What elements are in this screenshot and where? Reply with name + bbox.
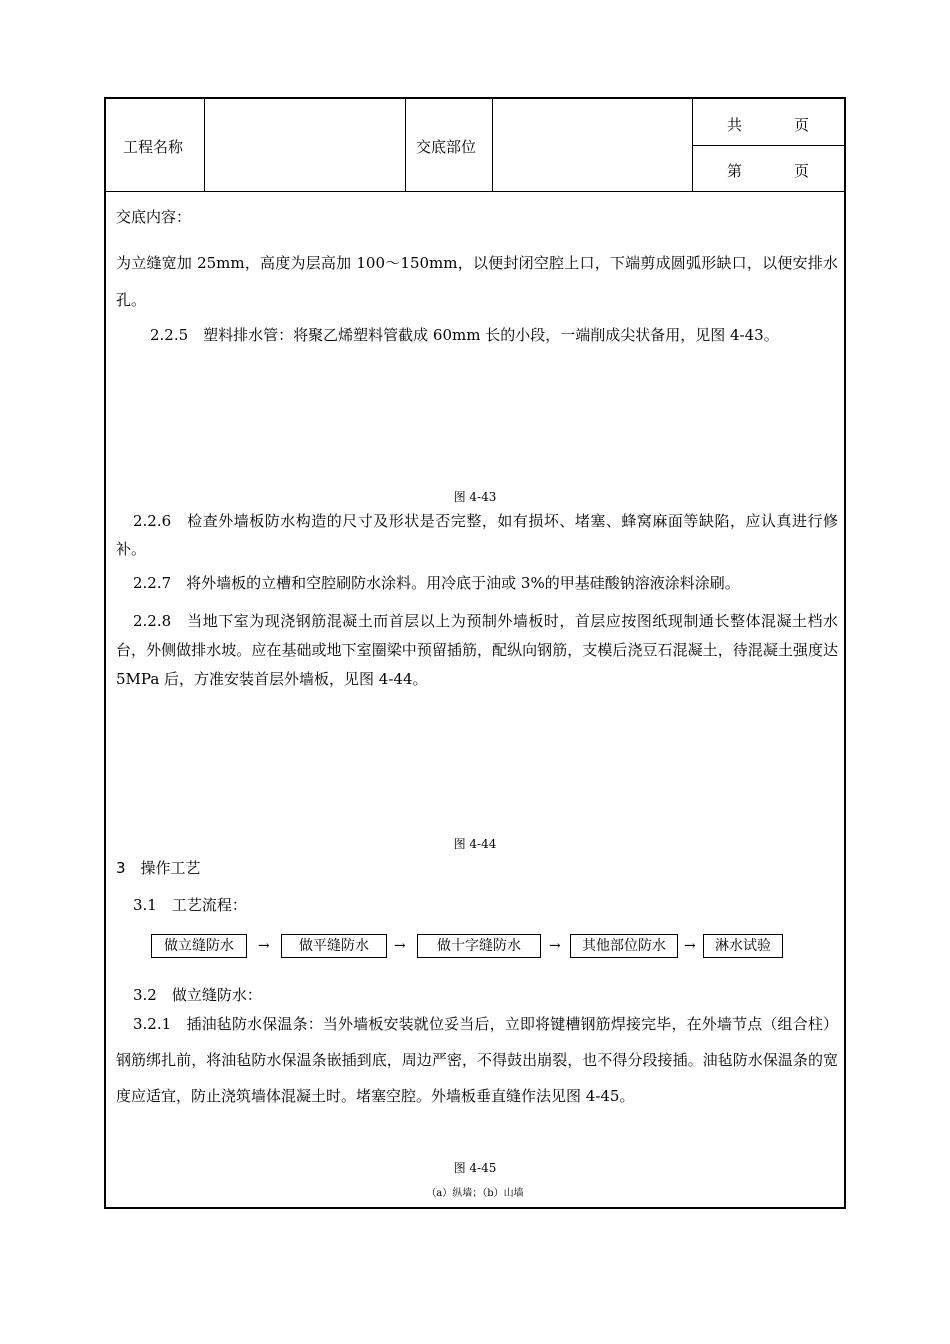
- figure-4-45-caption: 图 4-45: [453, 1161, 497, 1175]
- header-divider-3: [492, 99, 493, 192]
- paragraph-3-2-1: 3.2.1 插油毡防水保温条：当外墙板安装就位妥当后，立即将键槽钢筋焊接完毕，在外墙节点（组合柱）钢筋绑扎前，将油毡防水保温条嵌插到底，周边严密，不得鼓出崩裂，也不得分段接插。油毡防水保温条的宽度应适宜，防止浇筑墙体混凝土时。堵塞空腔。外墙板垂直缝作法见图 4-45。: [116, 1015, 838, 1105]
- header-divider-2: [405, 99, 406, 192]
- paragraph-2-2-8: 2.2.8 当地下室为现浇钢筋混凝土而首层以上为预制外墙板时，首层应按图纸现制通长整体混凝土档水台，外侧做排水坡。应在基础或地下室圈梁中预留插筋，配纵向钢筋，支模后浇豆石混凝土，待混凝土强度达 5MPa 后，方准安装首层外墙板，见图 4-44。: [116, 612, 838, 688]
- section-3-2-heading: 3.2 做立缝防水：: [133, 986, 262, 1004]
- header-divider-1: [204, 99, 205, 192]
- flow-step-vertical-joint: 做立缝防水: [151, 934, 247, 958]
- figure-4-44-caption: 图 4-44: [453, 837, 497, 851]
- paragraph-2-2-6: 2.2.6 检查外墙板防水构造的尺寸及形状是否完整，如有损坏、堵塞、蜂窝麻面等缺陷，应认真进行修补。: [116, 512, 838, 558]
- flow-step-horizontal-joint: 做平缝防水: [281, 934, 387, 958]
- location-label: 交底部位: [416, 138, 477, 156]
- paragraph-2-2-5: 2.2.5 塑料排水管：将聚乙烯塑料管截成 60mm 长的小段，一端削成尖状备用，见图 4-43。: [150, 326, 779, 344]
- figure-4-45-subcaption: （a）纵墙；（b）山墙: [426, 1188, 524, 1199]
- flow-arrow-icon: →: [258, 938, 270, 954]
- flow-step-water-test: 淋水试验: [703, 934, 783, 958]
- total-pages-right: 页: [794, 116, 810, 134]
- flow-arrow-icon: →: [684, 938, 696, 954]
- figure-4-43-caption: 图 4-43: [453, 490, 497, 504]
- page-number-right: 页: [794, 162, 810, 180]
- flow-step-cross-joint: 做十字缝防水: [417, 934, 541, 958]
- flow-arrow-icon: →: [549, 938, 561, 954]
- disclosure-form: [104, 97, 846, 1209]
- flow-arrow-icon: →: [394, 938, 406, 954]
- flow-step-other-parts: 其他部位防水: [570, 934, 678, 958]
- project-name-label: 工程名称: [123, 138, 184, 156]
- paragraph-2-2-7: 2.2.7 将外墙板的立槽和空腔刷防水涂料。用冷底于油或 3%的甲基硅酸钠溶液涂料涂刷。: [133, 574, 740, 592]
- section-3-1-heading: 3.1 工艺流程：: [133, 896, 247, 914]
- header-bottom-line: [106, 191, 844, 192]
- paragraph-intro: 为立缝宽加 25mm，高度为层高加 100～150mm，以便封闭空腔上口，下端剪成圆弧形缺口，以便安排水孔。: [116, 254, 838, 309]
- total-pages-left: 共: [727, 116, 743, 134]
- section-3-heading: 3 操作工艺: [116, 859, 201, 877]
- content-label: 交底内容：: [116, 208, 192, 226]
- page-cell-divider: [692, 145, 844, 146]
- page-number-left: 第: [727, 162, 743, 180]
